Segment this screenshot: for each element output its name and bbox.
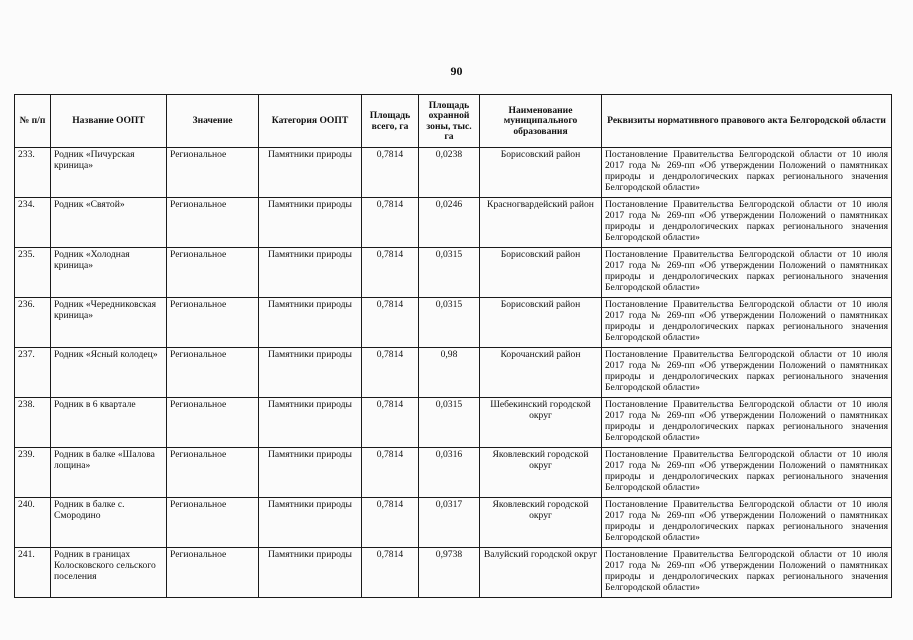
cell-guard-area: 0,0246 [419,198,480,248]
cell-municipality: Яковлевский городской округ [480,498,602,548]
cell-number: 240. [15,498,51,548]
cell-number: 233. [15,148,51,198]
cell-name: Родник в балке «Шалова лощина» [51,448,167,498]
cell-significance: Региональное [167,248,259,298]
cell-municipality: Борисовский район [480,148,602,198]
cell-name: Родник в балке с. Смородино [51,498,167,548]
cell-category: Памятники природы [259,248,362,298]
cell-name: Родник «Святой» [51,198,167,248]
cell-category: Памятники природы [259,448,362,498]
cell-number: 239. [15,448,51,498]
table-row [15,498,892,548]
cell-number: 241. [15,548,51,598]
cell-number: 238. [15,398,51,448]
cell-significance: Региональное [167,498,259,548]
cell-municipality: Красногвардейский район [480,198,602,248]
cell-area: 0,7814 [362,448,419,498]
cell-legal-act: Постановление Правительства Белгородской области от 10 июля 2017 года № 269-пп «Об утверждении Положений о памятниках природы и дендрологических парках регионального значения Белгородской области» [602,448,892,498]
cell-guard-area: 0,9738 [419,548,480,598]
cell-name: Родник «Холодная криница» [51,248,167,298]
cell-area: 0,7814 [362,498,419,548]
cell-guard-area: 0,0238 [419,148,480,198]
cell-guard-area: 0,0315 [419,398,480,448]
cell-category: Памятники природы [259,298,362,348]
cell-legal-act: Постановление Правительства Белгородской области от 10 июля 2017 года № 269-пп «Об утверждении Положений о памятниках природы и дендрологических парках регионального значения Белгородской области» [602,348,892,398]
cell-category: Памятники природы [259,348,362,398]
cell-area: 0,7814 [362,348,419,398]
table-row [15,148,892,198]
table-row [15,348,892,398]
header-cell-municipality: Наименование муниципального образования [480,95,602,148]
header-cell-number: № п/п [15,95,51,148]
cell-legal-act: Постановление Правительства Белгородской области от 10 июля 2017 года № 269-пп «Об утверждении Положений о памятниках природы и дендрологических парках регионального значения Белгородской области» [602,498,892,548]
cell-guard-area: 0,0317 [419,498,480,548]
cell-name: Родник в границах Колосковского сельского поселения [51,548,167,598]
cell-name: Родник «Чередниковская криница» [51,298,167,348]
cell-guard-area: 0,0315 [419,298,480,348]
cell-guard-area: 0,98 [419,348,480,398]
cell-significance: Региональное [167,398,259,448]
cell-number: 235. [15,248,51,298]
cell-area: 0,7814 [362,248,419,298]
cell-legal-act: Постановление Правительства Белгородской области от 10 июля 2017 года № 269-пп «Об утверждении Положений о памятниках природы и дендрологических парках регионального значения Белгородской области» [602,198,892,248]
cell-significance: Региональное [167,548,259,598]
cell-name: Родник «Ясный колодец» [51,348,167,398]
header-cell-significance: Значение [167,95,259,148]
cell-guard-area: 0,0316 [419,448,480,498]
protected-areas-table [14,94,892,598]
cell-legal-act: Постановление Правительства Белгородской области от 10 июля 2017 года № 269-пп «Об утверждении Положений о памятниках природы и дендрологических парках регионального значения Белгородской области» [602,248,892,298]
cell-area: 0,7814 [362,548,419,598]
header-row [15,95,892,148]
cell-number: 237. [15,348,51,398]
cell-name: Родник в 6 квартале [51,398,167,448]
cell-area: 0,7814 [362,198,419,248]
cell-significance: Региональное [167,298,259,348]
table-row [15,298,892,348]
cell-municipality: Борисовский район [480,248,602,298]
cell-category: Памятники природы [259,198,362,248]
cell-legal-act: Постановление Правительства Белгородской области от 10 июля 2017 года № 269-пп «Об утверждении Положений о памятниках природы и дендрологических парках регионального значения Белгородской области» [602,398,892,448]
cell-number: 234. [15,198,51,248]
cell-significance: Региональное [167,148,259,198]
cell-area: 0,7814 [362,298,419,348]
table-row [15,448,892,498]
page-number: 90 [450,64,463,78]
table-row [15,248,892,298]
cell-municipality: Шебекинский городской округ [480,398,602,448]
cell-area: 0,7814 [362,398,419,448]
cell-significance: Региональное [167,348,259,398]
cell-number: 236. [15,298,51,348]
table-body [15,148,892,598]
cell-name: Родник «Пичурская криница» [51,148,167,198]
cell-legal-act: Постановление Правительства Белгородской области от 10 июля 2017 года № 269-пп «Об утверждении Положений о памятниках природы и дендрологических парках регионального значения Белгородской области» [602,148,892,198]
cell-legal-act: Постановление Правительства Белгородской области от 10 июля 2017 года № 269-пп «Об утверждении Положений о памятниках природы и дендрологических парках регионального значения Белгородской области» [602,298,892,348]
cell-category: Памятники природы [259,498,362,548]
cell-category: Памятники природы [259,548,362,598]
cell-area: 0,7814 [362,148,419,198]
table-row [15,198,892,248]
header-cell-legal-act: Реквизиты нормативного правового акта Белгородской области [602,95,892,148]
header-cell-category: Категория ООПТ [259,95,362,148]
cell-municipality: Валуйский городской округ [480,548,602,598]
cell-municipality: Борисовский район [480,298,602,348]
table-row [15,398,892,448]
cell-municipality: Корочанский район [480,348,602,398]
cell-guard-area: 0,0315 [419,248,480,298]
cell-significance: Региональное [167,198,259,248]
header-cell-guard-area: Площадь охранной зоны, тыс. га [419,95,480,148]
cell-category: Памятники природы [259,148,362,198]
header-cell-area: Площадь всего, га [362,95,419,148]
header-cell-name: Название ООПТ [51,95,167,148]
cell-municipality: Яковлевский городской округ [480,448,602,498]
cell-legal-act: Постановление Правительства Белгородской области от 10 июля 2017 года № 269-пп «Об утверждении Положений о памятниках природы и дендрологических парках регионального значения Белгородской области» [602,548,892,598]
table-header [15,95,892,148]
cell-significance: Региональное [167,448,259,498]
cell-category: Памятники природы [259,398,362,448]
table-row [15,548,892,598]
